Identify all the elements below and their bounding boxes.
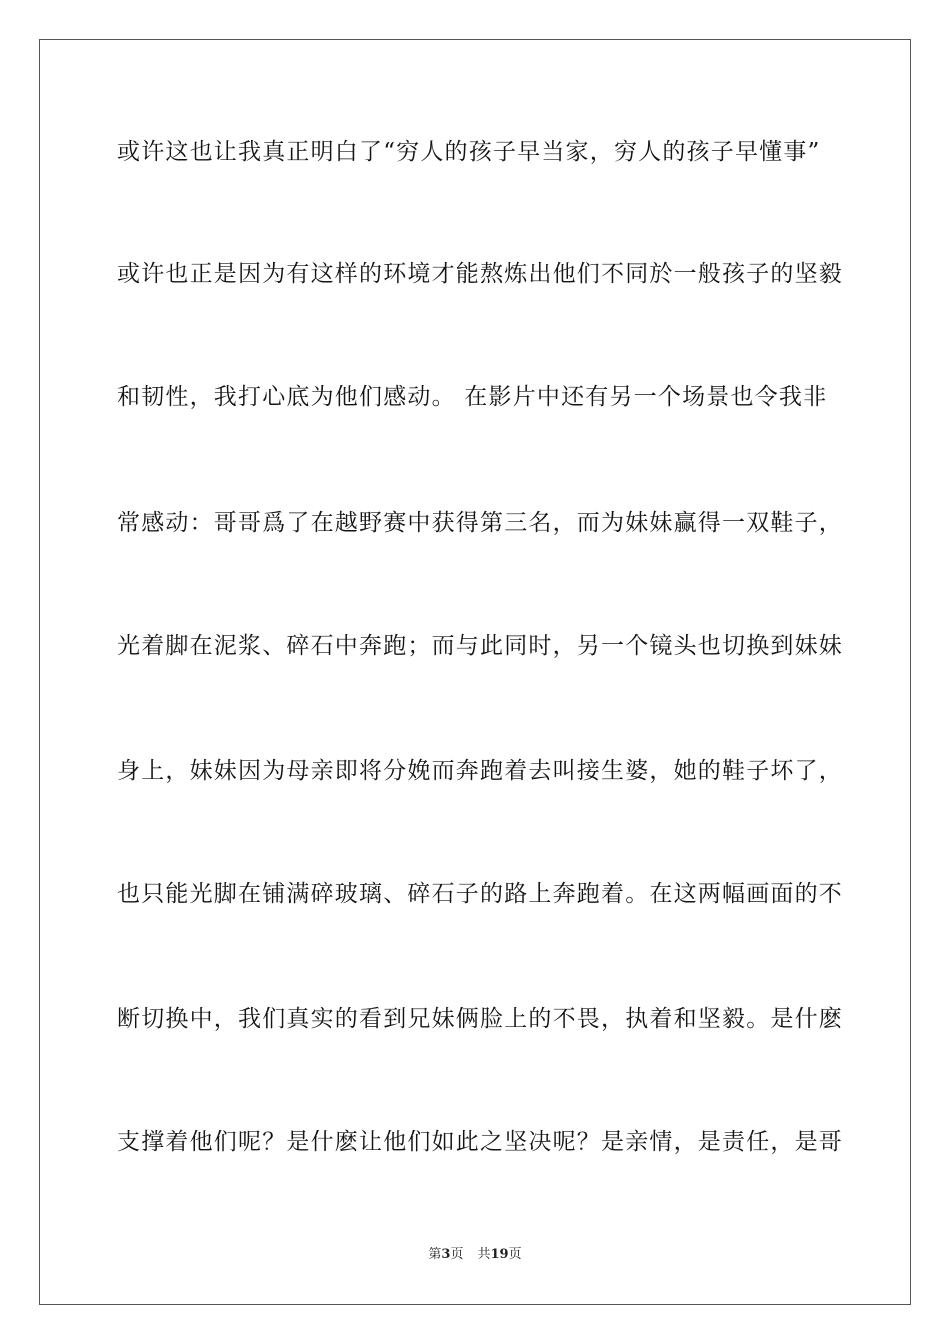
text-line-3: 和韧性，我打心底为他们感动。 在影片中还有另一个场景也令我非: [117, 384, 828, 410]
total-suffix: 页: [508, 1247, 522, 1262]
text-line-2: 或许也正是因为有这样的环境才能熬炼出他们不同於一般孩子的坚毅: [117, 261, 843, 287]
page-number: 3: [441, 1247, 451, 1262]
text-line-6: 身上，妹妹因为母亲即将分娩而奔跑着去叫接生婆，她的鞋子坏了，: [117, 758, 843, 784]
text-line-1: 或许这也让我真正明白了“穷人的孩子早当家，穷人的孩子早懂事”: [117, 139, 821, 165]
total-pages: 19: [490, 1247, 509, 1262]
total-prefix: 共: [477, 1247, 491, 1262]
text-line-4: 常感动：哥哥爲了在越野赛中获得第三名，而为妹妹赢得一双鞋子，: [117, 510, 843, 536]
text-line-8: 断切换中，我们真实的看到兄妹俩脸上的不畏，执着和坚毅。是什麽: [117, 1006, 843, 1032]
page-suffix: 页: [450, 1247, 464, 1262]
text-line-5: 光着脚在泥浆、碎石中奔跑；而与此同时，另一个镜头也切换到妹妹: [117, 633, 843, 659]
page-prefix: 第: [428, 1247, 442, 1262]
text-line-9: 支撑着他们呢？是什麽让他们如此之坚决呢？是亲情，是责任，是哥: [117, 1129, 843, 1155]
text-line-7: 也只能光脚在铺满碎玻璃、碎石子的路上奔跑着。在这两幅画面的不: [117, 881, 843, 907]
page-border: [39, 39, 911, 1305]
page-footer: [0, 1246, 950, 1264]
